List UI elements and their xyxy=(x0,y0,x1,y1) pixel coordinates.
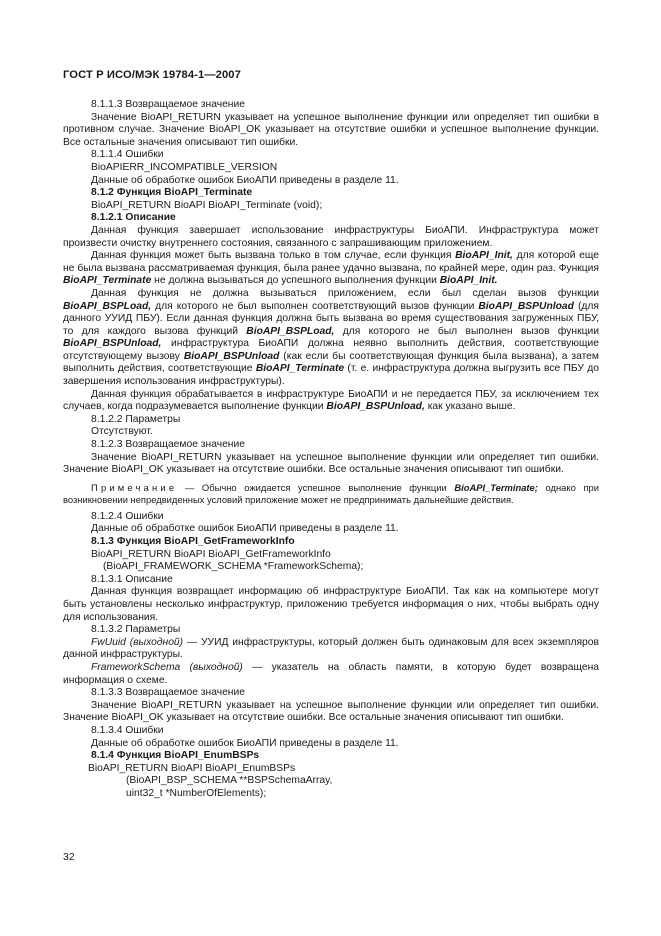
paragraph: Значение BioAPI_RETURN указывает на успешное выполнение функции или определяет тип ошибки. Значение BioAPI_OK указывает на отсутствие ошибки. Все остальные значения описывают тип ошибки. xyxy=(63,451,599,476)
text-run: инфраструктура БиоАПИ должна неявно выполнить действия, соответствующие отсутствующему вызову xyxy=(63,338,599,362)
section-heading: 8.1.2.4 Ошибки xyxy=(91,510,164,522)
text-run: для которого не был выполнен соответствующий вызов функции xyxy=(151,300,479,312)
function-ref: BioAPI_Terminate; xyxy=(454,481,538,493)
parameter xyxy=(63,637,599,662)
text-run: для которой еще не была вызвана рассматриваемая функция, была ранее удачно вызвана, по крайней мере, один раз. Функция xyxy=(63,250,599,274)
paragraph xyxy=(63,250,599,288)
paragraph xyxy=(63,389,599,414)
text-run: (т. е. инфраструктура должна выгрузить все ПБУ до завершения использования инфраструктуры). xyxy=(63,363,599,388)
function-ref: BioAPI_BSPUnload, xyxy=(63,338,162,350)
function-ref: BioAPI_Init. xyxy=(439,275,498,287)
function-ref: BioAPI_BSPLoad, xyxy=(63,300,152,312)
text-run: Данная функция обрабатывается в инфраструктуре БиоАПИ и не передается ПБУ, за исключением тех случаев, когда подразумевается выполнение функции xyxy=(63,388,599,413)
paragraph: Данные об обработке ошибок БиоАПИ приведены в разделе 11. xyxy=(91,174,399,186)
section-heading: 8.1.2.1 Описание xyxy=(91,212,176,224)
function-ref: BioAPI_BSPUnload xyxy=(183,350,280,362)
section-heading: 8.1.1.3 Возвращаемое значение xyxy=(91,99,245,110)
error-code: BioAPIERR_INCOMPATIBLE_VERSION xyxy=(91,161,278,173)
section-heading: 8.1.3.2 Параметры xyxy=(91,624,181,636)
paragraph: Значение BioAPI_RETURN указывает на успешное выполнение функции или определяет тип ошибки. Значение BioAPI_OK указывает на отсутствие ошибки. Все остальные значения описывают тип ошибки. xyxy=(63,699,599,724)
text-run: однако при возникновении непредвиденных условий приложение может не предпринимать дальнейшие действия. xyxy=(63,481,599,505)
text-run: (как если бы соответствующая функция была вызвана), а затем выполнить действия, соответствующие xyxy=(63,350,599,375)
paragraph: Данная функция возвращает информацию об инфраструктуре БиоАПИ. Так как на компьютере могут быть установлены несколько инфраструктур, приложению требуется информация о них, чтобы выбрать одну для использования. xyxy=(63,586,599,623)
function-ref: BioAPI_Terminate xyxy=(255,363,345,375)
function-heading: 8.1.4 Функция BioAPI_EnumBSPs xyxy=(91,750,260,762)
text-run: Данная функция может быть вызвана только в том случае, если функция xyxy=(91,250,456,262)
text-run: Данная функция не должна вызываться приложением, если был сделан вызов функции xyxy=(91,287,599,299)
parameter-name: FrameworkSchema (выходной) xyxy=(91,661,243,673)
page-header: ГОСТ Р ИСО/МЭК 19784-1—2007 xyxy=(63,69,241,81)
text-run: — УУИД инфраструктуры, который должен быть одинаковым для всех экземпляров данной инфраструктуры. xyxy=(63,636,599,661)
function-ref: BioAPI_BSPUnload, xyxy=(326,401,425,413)
paragraph: Отсутствуют. xyxy=(91,426,153,438)
section-heading: 8.1.1.4 Ошибки xyxy=(91,149,164,161)
function-heading: 8.1.2 Функция BioAPI_Terminate xyxy=(91,187,253,199)
function-ref: BioAPI_BSPLoad, xyxy=(246,325,335,337)
function-ref: BioAPI_Init, xyxy=(455,250,513,262)
section-heading: 8.1.3.4 Ошибки xyxy=(91,724,164,736)
function-ref: BioAPI_BSPUnload xyxy=(478,300,574,312)
function-signature: (BioAPI_BSP_SCHEMA **BSPSchemaArray, xyxy=(126,775,333,787)
section-heading: 8.1.3.3 Возвращаемое значение xyxy=(91,687,245,699)
paragraph xyxy=(63,288,599,389)
text-run: (для данного УУИД ПБУ). Если данная функция должна быть вызвана во время существования загруженных ПБУ, то для каждого вызова функций xyxy=(63,300,599,337)
function-ref: BioAPI_Terminate xyxy=(63,275,152,287)
section-heading: 8.1.2.3 Возвращаемое значение xyxy=(91,439,245,451)
text-run: — Обычно ожидается успешное выполнение функции xyxy=(177,481,455,493)
function-signature: (BioAPI_FRAMEWORK_SCHEMA *FrameworkSchema); xyxy=(103,561,364,573)
text-run: не должна вызываться до успешного выполнения функции xyxy=(151,275,440,287)
parameter-name: FwUuid (выходной) xyxy=(91,636,184,648)
function-signature: BioAPI_RETURN BioAPI BioAPI_EnumBSPs xyxy=(88,762,296,774)
paragraph: Данная функция завершает использование инфраструктуры БиоАПИ. Инфраструктура может произвести очистку внутреннего состояния, связанного с запрашивающим приложением. xyxy=(63,224,599,249)
page-number: 32 xyxy=(63,851,75,863)
section-heading: 8.1.2.2 Параметры xyxy=(91,413,181,425)
text-run: как указано выше. xyxy=(424,401,516,413)
document-body xyxy=(63,99,599,800)
parameter xyxy=(63,662,599,687)
function-signature: uint32_t *NumberOfElements); xyxy=(126,787,267,799)
function-signature: BioAPI_RETURN BioAPI BioAPI_Terminate (void); xyxy=(91,199,323,211)
paragraph: Данные об обработке ошибок БиоАПИ приведены в разделе 11. xyxy=(91,523,399,535)
function-signature: BioAPI_RETURN BioAPI BioAPI_GetFrameworkInfo xyxy=(91,548,331,560)
note xyxy=(63,482,599,506)
paragraph: Данные об обработке ошибок БиоАПИ приведены в разделе 11. xyxy=(91,737,399,749)
text-run: для которого не был выполнен вызов функции xyxy=(334,325,599,337)
function-heading: 8.1.3 Функция BioAPI_GetFrameworkInfo xyxy=(91,536,295,547)
section-heading: 8.1.3.1 Описание xyxy=(91,573,173,585)
text-run: — указатель на область памяти, в которую будет возвращена информация о схеме. xyxy=(63,661,599,686)
paragraph: Значение BioAPI_RETURN указывает на успешное выполнение функции или определяет тип ошибки в противном случае. Значение BioAPI_OK указывает на отсутствие ошибки и успешное выполнение функции. Все остальные значения описывают тип ошибки. xyxy=(63,111,599,148)
note-label: Примечание xyxy=(91,481,178,493)
